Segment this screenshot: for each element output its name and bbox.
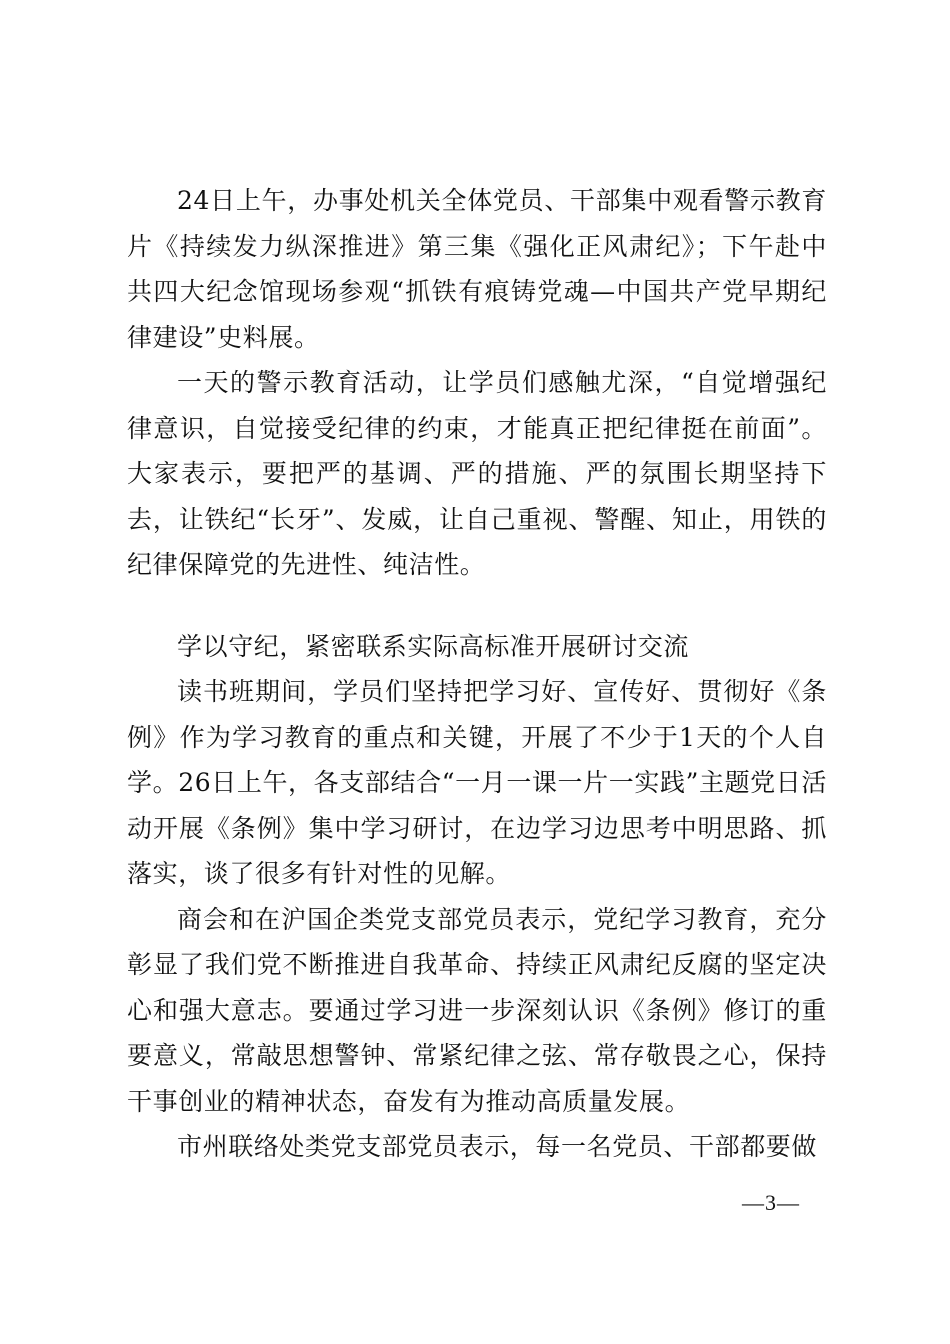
paragraph-reading-class: 读书班期间，学员们坚持把学习好、宣传好、贯彻好《条例》作为学习教育的重点和关键，开展了不少于1天的个人自学。26日上午，各支部结合“一月一课一片一实践”主题党日活动开展《条例》集中学习研讨，在边学习边思考中明思路、抓落实，谈了很多有针对性的见解。 xyxy=(127,677,827,888)
paragraph-chamber-soe-branch: 商会和在沪国企类党支部党员表示，党纪学习教育，充分彰显了我们党不断推进自我革命、持续正风肃纪反腐的坚定决心和强大意志。要通过学习进一步深刻认识《条例》修订的重要意义，常敲思想警钟、常紧纪律之弦、常存敬畏之心，保持干事创业的精神状态，奋发有为推动高质量发展。 xyxy=(127,904,827,1116)
section-heading: 学以守纪，紧密联系实际高标准开展研讨交流 xyxy=(177,631,690,661)
paragraph-student-reflection: 一天的警示教育活动，让学员们感触尤深，“自觉增强纪律意识，自觉接受纪律的约束，才能真正把纪律挺在前面”。大家表示，要把严的基调、严的措施、严的氛围长期坚持下去，让铁纪“长牙”、发威，让自己重视、警醒、知止，用铁的纪律保障党的先进性、纯洁性。 xyxy=(127,368,827,579)
document-body xyxy=(127,178,827,1170)
page-number: —3— xyxy=(742,1190,800,1215)
paragraph-liaison-office-branch: 市州联络处类党支部党员表示，每一名党员、干部都要做 xyxy=(177,1132,818,1161)
paragraph-warning-education: 24日上午，办事处机关全体党员、干部集中观看警示教育片《持续发力纵深推进》第三集《强化正风肃纪》；下午赴中共四大纪念馆现场参观“抓铁有痕铸党魂—中国共产党早期纪律建设”史料展。 xyxy=(127,186,827,352)
